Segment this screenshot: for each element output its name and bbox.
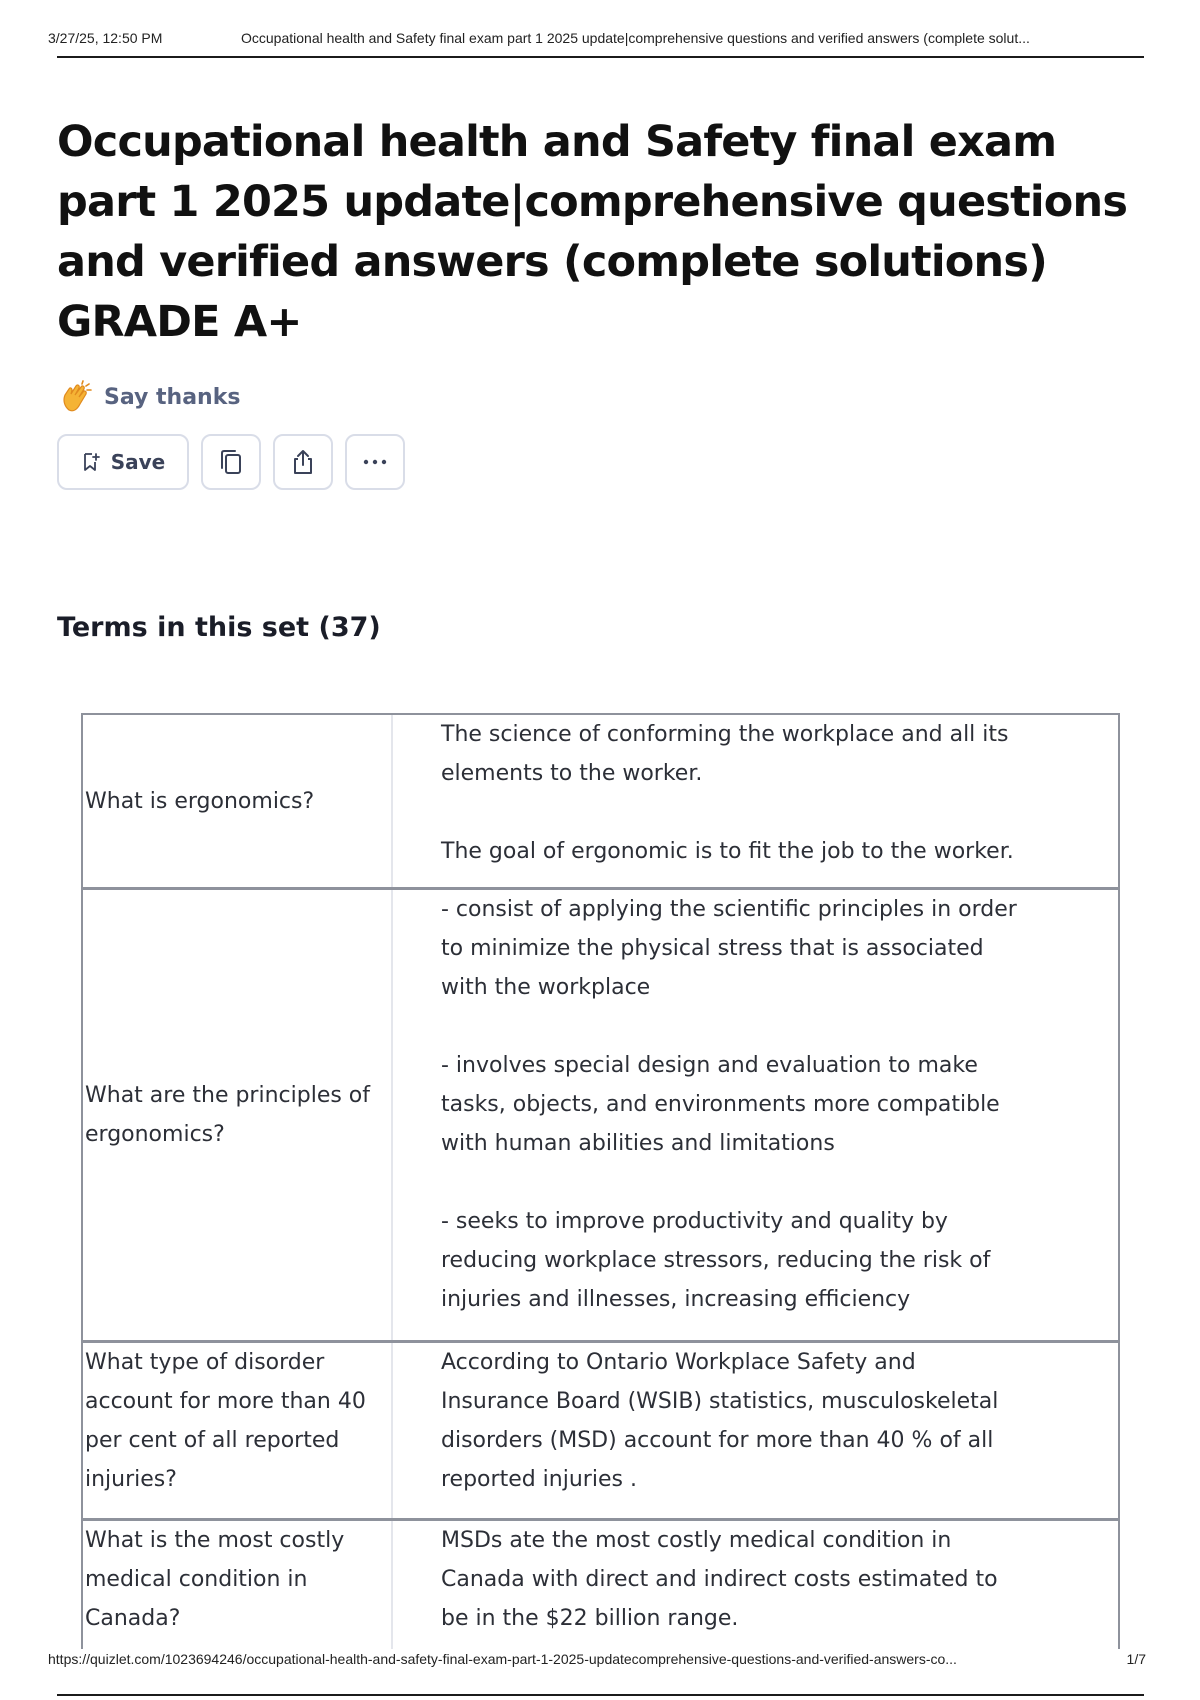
page-number: 1/7 (1126, 1651, 1146, 1667)
print-document-title: Occupational health and Safety final exam part 1 2025 update|comprehensive questions and verified answers (complete solut... (241, 30, 1030, 46)
more-options-button[interactable] (345, 434, 405, 490)
share-button[interactable] (273, 434, 333, 490)
header-divider (57, 56, 1144, 58)
term-cell: What is the most costly medical condition in Canada? (83, 1521, 393, 1649)
say-thanks-button[interactable] (60, 380, 240, 414)
term-cell: What type of disorder account for more than 40 per cent of all reported injuries? (83, 1343, 393, 1518)
print-url: https://quizlet.com/1023694246/occupational-health-and-safety-final-exam-part-1-2025-updatecomprehensive-questions-and-verified-answers-co... (48, 1651, 957, 1667)
footer-divider (57, 1694, 1144, 1696)
copy-button[interactable] (201, 434, 261, 490)
bookmark-plus-icon (81, 452, 101, 472)
clapping-hands-icon (60, 380, 94, 414)
definition-cell: According to Ontario Workplace Safety and Insurance Board (WSIB) statistics, musculoskeletal disorders (MSD) account for more than 40 % of all reported injuries . (441, 1350, 999, 1492)
save-button[interactable] (57, 434, 189, 490)
print-date: 3/27/25, 12:50 PM (48, 30, 163, 46)
terms-table (81, 713, 1120, 1649)
table-row (83, 715, 1118, 890)
page-title: Occupational health and Safety final exam part 1 2025 update|comprehensive questions and verified answers (complete solutions) GRADE A+ (57, 117, 1128, 347)
table-row (83, 890, 1118, 1343)
definition-cell: The science of conforming the workplace and all its elements to the worker. The goal of ergonomic is to fit the job to the worker. (441, 722, 1014, 864)
print-footer (48, 1651, 1146, 1667)
share-icon (290, 448, 316, 476)
terms-heading: Terms in this set (37) (57, 612, 381, 643)
definition-cell: MSDs ate the most costly medical condition in Canada with direct and indirect costs estimated to be in the $22 billion range. (441, 1528, 998, 1631)
say-thanks-label: Say thanks (104, 384, 241, 410)
term-cell: What are the principles of ergonomics? (83, 890, 393, 1340)
table-row (83, 1343, 1118, 1521)
table-row (83, 1521, 1118, 1649)
action-toolbar (57, 434, 405, 490)
copy-icon (218, 448, 244, 476)
save-label: Save (110, 450, 166, 474)
more-horizontal-icon (362, 457, 388, 467)
term-cell: What is ergonomics? (83, 715, 393, 887)
print-header (48, 30, 1146, 46)
definition-cell: - consist of applying the scientific principles in order to minimize the physical stress that is associated with the workplace - involves special design and evaluation to make tasks, objects, and environments more compatible with human abilities and limitations - seeks to improve productivity and quality by reducing workplace stressors, reducing the risk of injuries and illnesses, increasing efficiency (441, 897, 1017, 1312)
